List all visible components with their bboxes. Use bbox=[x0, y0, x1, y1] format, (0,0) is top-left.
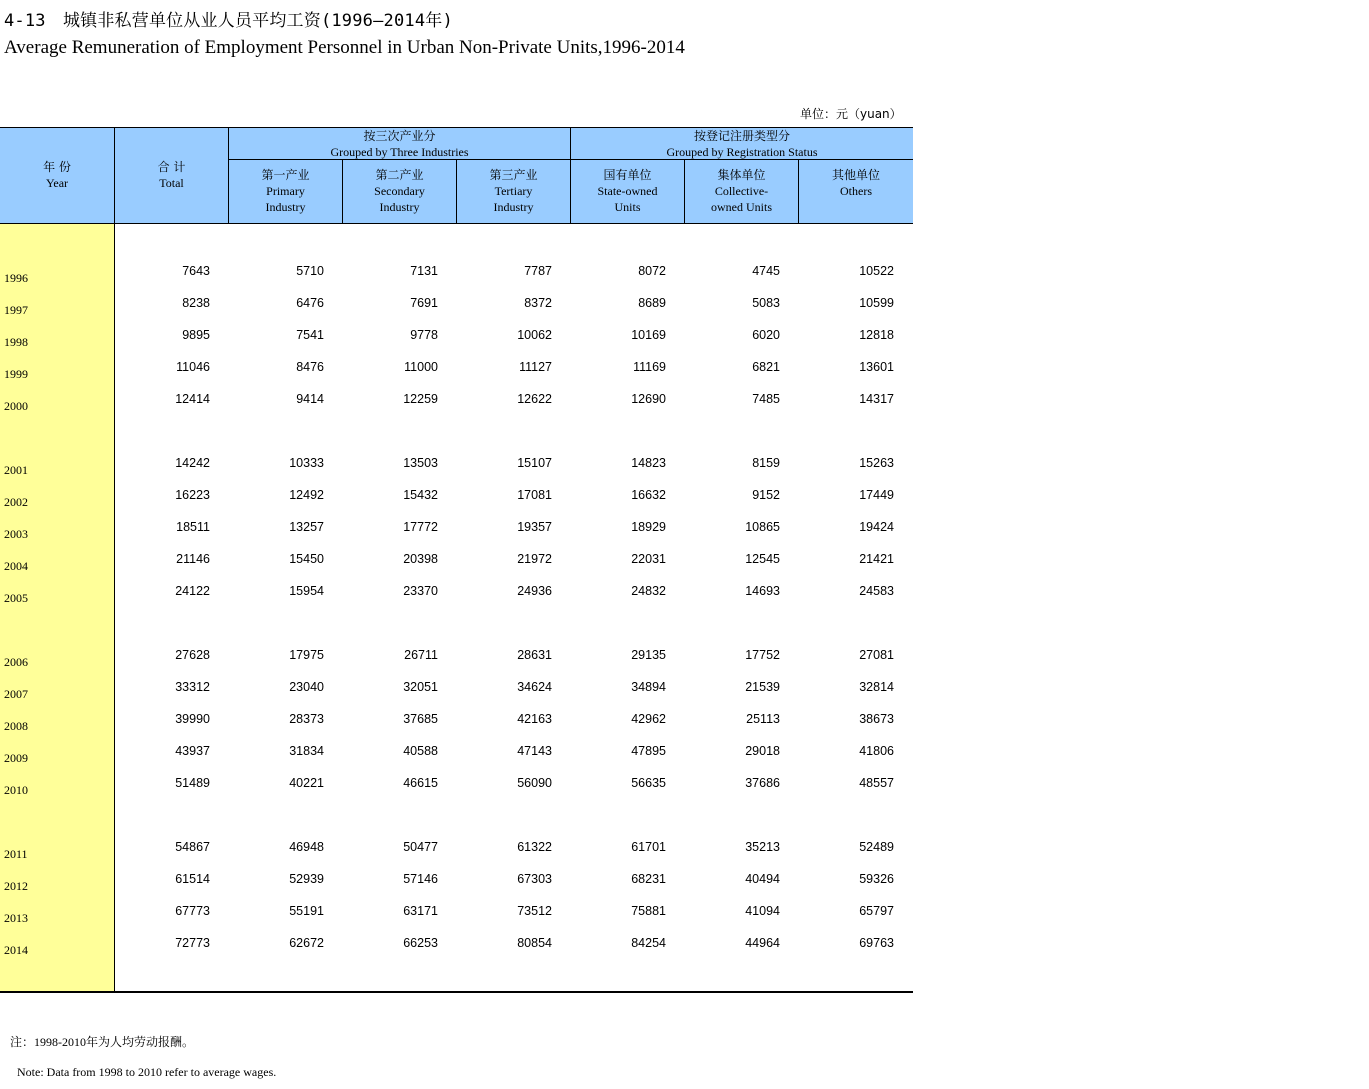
table-top-rule bbox=[0, 127, 913, 128]
value-cell: 17449 bbox=[859, 488, 894, 502]
value-cell: 66253 bbox=[403, 936, 438, 950]
table-row bbox=[0, 488, 913, 508]
table-row bbox=[0, 840, 913, 860]
value-cell: 14823 bbox=[631, 456, 666, 470]
value-cell: 67773 bbox=[175, 904, 210, 918]
year-cell: 2005 bbox=[4, 591, 28, 605]
value-cell: 32051 bbox=[403, 680, 438, 694]
table-row bbox=[0, 744, 913, 764]
value-cell: 29135 bbox=[631, 648, 666, 662]
header-total-cn: 合 计 bbox=[157, 160, 186, 174]
value-cell: 62672 bbox=[289, 936, 324, 950]
table-row bbox=[0, 872, 913, 892]
header-state-en1: State-owned bbox=[597, 184, 658, 198]
value-cell: 42962 bbox=[631, 712, 666, 726]
value-cell: 39990 bbox=[175, 712, 210, 726]
value-cell: 43937 bbox=[175, 744, 210, 758]
value-cell: 20398 bbox=[403, 552, 438, 566]
value-cell: 31834 bbox=[289, 744, 324, 758]
value-cell: 11169 bbox=[633, 360, 666, 374]
table-bottom-rule bbox=[0, 991, 913, 993]
value-cell: 12818 bbox=[859, 328, 894, 342]
value-cell: 15432 bbox=[403, 488, 438, 502]
header-tertiary-en2: Industry bbox=[493, 200, 534, 214]
value-cell: 67303 bbox=[517, 872, 552, 886]
value-cell: 17081 bbox=[517, 488, 552, 502]
value-cell: 68231 bbox=[631, 872, 666, 886]
year-cell: 1996 bbox=[4, 271, 28, 285]
table-row bbox=[0, 648, 913, 668]
value-cell: 27081 bbox=[859, 648, 894, 662]
header-year-cn: 年 份 bbox=[43, 160, 71, 174]
wage-table bbox=[0, 127, 913, 993]
value-cell: 16223 bbox=[175, 488, 210, 502]
header-tertiary-en1: Tertiary bbox=[494, 184, 533, 198]
value-cell: 15107 bbox=[517, 456, 552, 470]
value-cell: 61322 bbox=[517, 840, 552, 854]
year-cell: 2007 bbox=[4, 687, 28, 701]
header-primary-en1: Primary bbox=[266, 184, 305, 198]
value-cell: 8159 bbox=[752, 456, 780, 470]
unit-label: 单位：元（yuan） bbox=[800, 107, 902, 121]
value-cell: 63171 bbox=[403, 904, 438, 918]
header-total-en: Total bbox=[159, 176, 184, 190]
value-cell: 17772 bbox=[403, 520, 438, 534]
value-cell: 46615 bbox=[403, 776, 438, 790]
table-row bbox=[0, 520, 913, 540]
table-row bbox=[0, 680, 913, 700]
value-cell: 21146 bbox=[176, 552, 210, 566]
value-cell: 47143 bbox=[517, 744, 552, 758]
value-cell: 21421 bbox=[859, 552, 894, 566]
value-cell: 84254 bbox=[631, 936, 666, 950]
year-cell: 1999 bbox=[4, 367, 28, 381]
value-cell: 19357 bbox=[517, 520, 552, 534]
table-row bbox=[0, 296, 913, 316]
table-row bbox=[0, 264, 913, 284]
value-cell: 38673 bbox=[859, 712, 894, 726]
value-cell: 33312 bbox=[175, 680, 210, 694]
header-state-owned bbox=[570, 160, 684, 224]
year-cell: 1998 bbox=[4, 335, 28, 349]
value-cell: 17975 bbox=[289, 648, 324, 662]
value-cell: 28631 bbox=[517, 648, 552, 662]
value-cell: 27628 bbox=[175, 648, 210, 662]
year-cell: 2014 bbox=[4, 943, 28, 957]
year-cell: 2008 bbox=[4, 719, 28, 733]
header-others-cn: 其他单位 bbox=[831, 168, 880, 182]
value-cell: 61514 bbox=[175, 872, 210, 886]
value-cell: 12690 bbox=[631, 392, 666, 406]
value-cell: 7541 bbox=[296, 328, 324, 342]
value-cell: 11000 bbox=[404, 360, 438, 374]
header-secondary-en2: Industry bbox=[379, 200, 420, 214]
header-collective-en1: Collective- bbox=[714, 184, 769, 198]
value-cell: 51489 bbox=[175, 776, 210, 790]
header-secondary bbox=[342, 160, 456, 224]
header-state-cn: 国有单位 bbox=[603, 168, 652, 182]
value-cell: 55191 bbox=[289, 904, 324, 918]
value-cell: 46948 bbox=[289, 840, 324, 854]
year-cell: 2003 bbox=[4, 527, 28, 541]
value-cell: 8476 bbox=[296, 360, 324, 374]
header-year-en: Year bbox=[45, 176, 69, 190]
header-primary bbox=[228, 160, 342, 224]
value-cell: 54867 bbox=[175, 840, 210, 854]
value-cell: 56090 bbox=[517, 776, 552, 790]
year-cell: 2009 bbox=[4, 751, 28, 765]
value-cell: 12414 bbox=[175, 392, 210, 406]
value-cell: 12492 bbox=[289, 488, 324, 502]
value-cell: 23040 bbox=[289, 680, 324, 694]
value-cell: 17752 bbox=[745, 648, 780, 662]
value-cell: 11127 bbox=[519, 360, 552, 374]
value-cell: 32814 bbox=[859, 680, 894, 694]
value-cell: 47895 bbox=[631, 744, 666, 758]
value-cell: 52489 bbox=[859, 840, 894, 854]
value-cell: 48557 bbox=[859, 776, 894, 790]
value-cell: 5710 bbox=[296, 264, 324, 278]
year-cell: 2002 bbox=[4, 495, 28, 509]
year-cell: 2010 bbox=[4, 783, 28, 797]
value-cell: 7643 bbox=[182, 264, 210, 278]
header-group-registration bbox=[570, 128, 913, 160]
header-state-en2: Units bbox=[614, 200, 641, 214]
value-cell: 37685 bbox=[403, 712, 438, 726]
header-tertiary-cn: 第三产业 bbox=[489, 168, 538, 182]
header-others-en: Others bbox=[840, 184, 872, 198]
value-cell: 40221 bbox=[289, 776, 324, 790]
value-cell: 80854 bbox=[517, 936, 552, 950]
value-cell: 7787 bbox=[524, 264, 552, 278]
value-cell: 6476 bbox=[296, 296, 324, 310]
value-cell: 7691 bbox=[410, 296, 438, 310]
table-row bbox=[0, 776, 913, 796]
value-cell: 9152 bbox=[752, 488, 780, 502]
value-cell: 13601 bbox=[859, 360, 894, 374]
value-cell: 6020 bbox=[752, 328, 780, 342]
header-collective-en2: owned Units bbox=[711, 200, 772, 214]
header-tertiary bbox=[456, 160, 570, 224]
value-cell: 73512 bbox=[517, 904, 552, 918]
value-cell: 41806 bbox=[859, 744, 894, 758]
year-cell: 1997 bbox=[4, 303, 28, 317]
value-cell: 24583 bbox=[859, 584, 894, 598]
table-row bbox=[0, 552, 913, 572]
header-primary-cn: 第一产业 bbox=[261, 168, 310, 182]
value-cell: 15450 bbox=[289, 552, 324, 566]
table-row bbox=[0, 360, 913, 380]
value-cell: 61701 bbox=[631, 840, 666, 854]
value-cell: 59326 bbox=[859, 872, 894, 886]
header-group1-cn: 按三次产业分 bbox=[363, 129, 436, 143]
value-cell: 34894 bbox=[631, 680, 666, 694]
value-cell: 18511 bbox=[176, 520, 210, 534]
value-cell: 69763 bbox=[859, 936, 894, 950]
value-cell: 25113 bbox=[746, 712, 780, 726]
header-collective bbox=[684, 160, 798, 224]
table-row bbox=[0, 936, 913, 956]
table-row bbox=[0, 456, 913, 476]
header-group2-cn: 按登记注册类型分 bbox=[693, 129, 790, 143]
value-cell: 18929 bbox=[631, 520, 666, 534]
year-cell: 2011 bbox=[4, 847, 28, 861]
table-row bbox=[0, 392, 913, 412]
value-cell: 52939 bbox=[289, 872, 324, 886]
value-cell: 40588 bbox=[403, 744, 438, 758]
header-year bbox=[0, 128, 114, 224]
value-cell: 9895 bbox=[182, 328, 210, 342]
value-cell: 21539 bbox=[745, 680, 780, 694]
value-cell: 12259 bbox=[403, 392, 438, 406]
value-cell: 8689 bbox=[638, 296, 666, 310]
value-cell: 15954 bbox=[289, 584, 324, 598]
value-cell: 65797 bbox=[859, 904, 894, 918]
value-cell: 29018 bbox=[745, 744, 780, 758]
table-row bbox=[0, 584, 913, 604]
value-cell: 10522 bbox=[859, 264, 894, 278]
header-group2-en: Grouped by Registration Status bbox=[666, 145, 818, 159]
value-cell: 11046 bbox=[176, 360, 210, 374]
value-cell: 56635 bbox=[631, 776, 666, 790]
year-cell: 2001 bbox=[4, 463, 28, 477]
value-cell: 7131 bbox=[410, 264, 438, 278]
value-cell: 14242 bbox=[175, 456, 210, 470]
value-cell: 9778 bbox=[410, 328, 438, 342]
header-collective-cn: 集体单位 bbox=[717, 168, 766, 182]
footnote-en: Note: Data from 1998 to 2010 refer to average wages. bbox=[17, 1065, 277, 1079]
header-bottom-rule bbox=[0, 223, 913, 224]
year-cell: 2013 bbox=[4, 911, 28, 925]
value-cell: 4745 bbox=[752, 264, 780, 278]
header-primary-en2: Industry bbox=[265, 200, 306, 214]
header-others bbox=[798, 160, 913, 224]
value-cell: 10062 bbox=[517, 328, 552, 342]
value-cell: 35213 bbox=[745, 840, 780, 854]
value-cell: 34624 bbox=[517, 680, 552, 694]
table-row bbox=[0, 328, 913, 348]
value-cell: 26711 bbox=[404, 648, 438, 662]
year-cell: 2006 bbox=[4, 655, 28, 669]
value-cell: 16632 bbox=[631, 488, 666, 502]
value-cell: 22031 bbox=[631, 552, 666, 566]
value-cell: 15263 bbox=[859, 456, 894, 470]
year-cell: 2000 bbox=[4, 399, 28, 413]
value-cell: 41094 bbox=[745, 904, 780, 918]
value-cell: 13257 bbox=[289, 520, 324, 534]
value-cell: 12545 bbox=[745, 552, 780, 566]
value-cell: 57146 bbox=[403, 872, 438, 886]
value-cell: 19424 bbox=[859, 520, 894, 534]
header-secondary-cn: 第二产业 bbox=[375, 168, 424, 182]
value-cell: 14693 bbox=[745, 584, 780, 598]
table-row bbox=[0, 904, 913, 924]
value-cell: 40494 bbox=[745, 872, 780, 886]
table-row bbox=[0, 712, 913, 732]
value-cell: 24936 bbox=[517, 584, 552, 598]
value-cell: 44964 bbox=[745, 936, 780, 950]
value-cell: 50477 bbox=[403, 840, 438, 854]
value-cell: 8072 bbox=[638, 264, 666, 278]
value-cell: 8238 bbox=[182, 296, 210, 310]
value-cell: 8372 bbox=[524, 296, 552, 310]
value-cell: 10865 bbox=[745, 520, 780, 534]
header-group1-en: Grouped by Three Industries bbox=[330, 145, 469, 159]
value-cell: 21972 bbox=[517, 552, 552, 566]
year-cell: 2012 bbox=[4, 879, 28, 893]
value-cell: 14317 bbox=[859, 392, 894, 406]
header-secondary-en1: Secondary bbox=[374, 184, 425, 198]
footnote-cn: 注：1998-2010年为人均劳动报酬。 bbox=[10, 1035, 194, 1049]
table-title-cn: 4-13 城镇非私营单位从业人员平均工资(1996—2014年) bbox=[4, 11, 453, 31]
value-cell: 37686 bbox=[745, 776, 780, 790]
value-cell: 23370 bbox=[403, 584, 438, 598]
header-group-industries bbox=[228, 128, 570, 160]
year-cell: 2004 bbox=[4, 559, 28, 573]
value-cell: 10169 bbox=[631, 328, 666, 342]
value-cell: 42163 bbox=[517, 712, 552, 726]
value-cell: 10333 bbox=[289, 456, 324, 470]
value-cell: 6821 bbox=[752, 360, 780, 374]
value-cell: 75881 bbox=[631, 904, 666, 918]
value-cell: 7485 bbox=[752, 392, 780, 406]
value-cell: 5083 bbox=[752, 296, 780, 310]
value-cell: 13503 bbox=[403, 456, 438, 470]
value-cell: 24122 bbox=[175, 584, 210, 598]
value-cell: 10599 bbox=[859, 296, 894, 310]
value-cell: 72773 bbox=[175, 936, 210, 950]
value-cell: 28373 bbox=[289, 712, 324, 726]
table-title-en: Average Remuneration of Employment Personnel in Urban Non-Private Units,1996-2014 bbox=[4, 37, 685, 58]
value-cell: 9414 bbox=[296, 392, 324, 406]
header-total bbox=[114, 128, 228, 224]
value-cell: 24832 bbox=[631, 584, 666, 598]
value-cell: 12622 bbox=[517, 392, 552, 406]
